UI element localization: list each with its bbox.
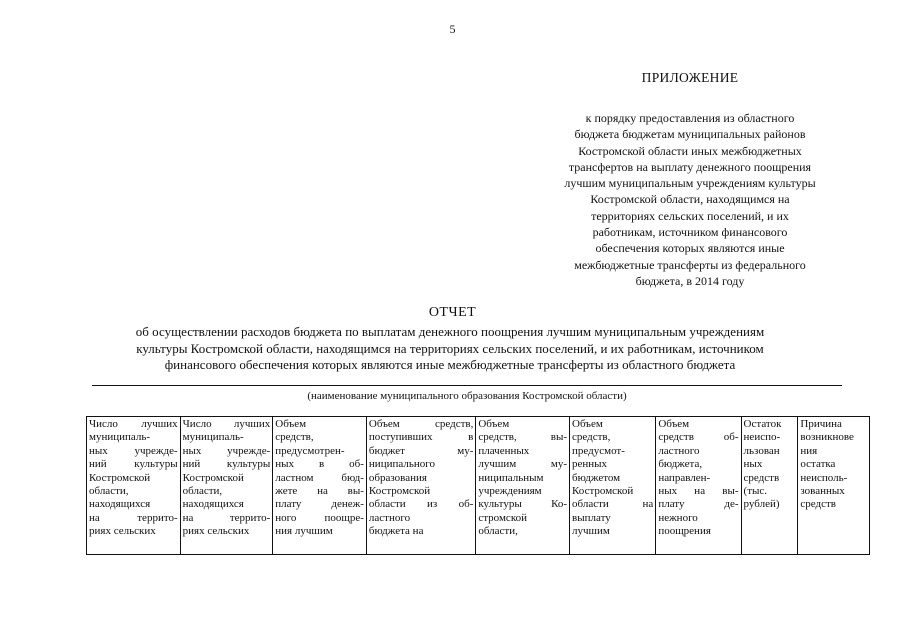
table-header-cell-line: культуры Ко- [478, 498, 568, 511]
table-header-cell-line: зованных [800, 485, 845, 498]
table-header-cell-line: плату де- [658, 498, 739, 511]
table-header-cell-line: ластном бюд- [275, 471, 364, 484]
table-header-cell-line: Объем [658, 418, 690, 430]
table-header-cell-line: ний культуры [89, 458, 178, 471]
table-header-cell [366, 417, 475, 555]
report-subtitle-line: финансового обеспечения которых являются иные межбюджетные трансферты из областного бюджета [164, 357, 736, 372]
appendix-text-line: к порядку предоставления из областного [585, 111, 795, 125]
table-header-cell-line: предусмот- [572, 444, 625, 457]
table-header-cell-line: Число лучших [182, 418, 271, 430]
table-header-cell-line: поступивших в [368, 431, 474, 444]
table-header-cell-line: муниципаль- [182, 431, 244, 444]
table-header-cell-line: области, [478, 525, 518, 538]
table-header-cell-line: бюджета на [368, 525, 424, 538]
table-header-cell-line: Объем [572, 418, 603, 430]
table-header-cell-line: предусмотрен- [275, 444, 345, 457]
table-header-cell-line: ных в об- [275, 458, 364, 471]
table-header-cell-line: лучшим [572, 525, 610, 538]
table-header-cell-line: средств, вы- [478, 431, 568, 444]
appendix-text-line: работникам, источником финансового [592, 225, 788, 240]
table-header-cell-line: находящихся [182, 498, 244, 511]
table-header-cell [741, 417, 798, 555]
table-header-cell [798, 417, 870, 555]
table-header-cell-line: Объем средств, [368, 418, 474, 430]
table-header-cell-line: неиспо- [743, 431, 781, 444]
table-header-cell-line: рублей) [743, 498, 780, 511]
table-header-cell [656, 417, 741, 555]
table-header-cell-line: поощрения [658, 525, 711, 538]
table-header-row [87, 417, 870, 555]
table-header-cell-line: плаченных [478, 444, 530, 457]
table-header-cell-line: остатка [800, 458, 836, 471]
table-header-cell-line: муниципаль- [89, 431, 151, 444]
table-header-cell-line: лучшим му- [478, 458, 568, 471]
table-header-cell [273, 417, 367, 555]
table-header-cell-line: возникнове [800, 431, 854, 444]
appendix-text-line: территориях сельских поселений, и их [591, 208, 789, 223]
appendix-text [540, 110, 840, 289]
table-header-cell [570, 417, 656, 555]
appendix-text-line: лучшим муниципальным учреждениям культуры [564, 176, 816, 191]
table-header-cell-line: нежного [658, 511, 698, 524]
table-header-cell-line: ластного [658, 444, 700, 457]
table-header-cell-line: выплату [572, 511, 611, 524]
table-header-cell-line: образования [368, 471, 427, 484]
table-header-cell-line: бюджетом [572, 471, 621, 484]
report-subtitle-line: об осуществлении расходов бюджета по выплатам денежного поощрения лучшим муниципальным учреждениям [135, 324, 765, 339]
municipality-name-line [92, 385, 842, 386]
table-header-cell-line: Объем [478, 418, 510, 430]
table-header-cell-line: плату денеж- [275, 498, 364, 511]
table-header-cell-line: области, [182, 485, 223, 498]
table-header-cell-line: ного поощре- [275, 511, 364, 524]
table-header-cell-line: Костромской [89, 471, 151, 484]
table-header-cell-line: на террито- [89, 511, 178, 524]
table-header-cell-line: стромской [478, 511, 527, 524]
appendix-text-line: Костромской области, находящимся на [590, 192, 790, 207]
appendix-title: ПРИЛОЖЕНИЕ [641, 70, 739, 85]
table-header-cell-line: ниципальным [478, 471, 544, 484]
table-header-cell-line: Остаток [743, 418, 782, 430]
table-header-cell-line: средств об- [658, 431, 739, 444]
table-header-cell-line: Костромской [182, 471, 244, 484]
table-header-cell-line: области на [572, 498, 654, 511]
table-header-cell [476, 417, 570, 555]
table-header-cell-line: учреждениям [478, 485, 542, 498]
table-header-cell-line: льзован [743, 444, 780, 457]
appendix-text-line: Костромской области иных межбюджетных [578, 143, 802, 158]
appendix-text-line: бюджета бюджетам муниципальных районов [574, 127, 806, 142]
table-header-cell [180, 417, 273, 555]
table-header-cell-line: риях сельских [182, 525, 250, 538]
table-header-cell-line: Число лучших [89, 418, 178, 430]
table-header-cell-line: области из об- [368, 498, 474, 511]
report-subtitle-line: культуры Костромской области, находящимся на территориях сельских поселений, и их работникам, источником [136, 340, 764, 356]
table-header-cell-line: ний культуры [182, 458, 271, 471]
table-header-cell-line: ластного [368, 511, 411, 524]
table-header-cell-line: неисполь- [800, 471, 848, 484]
table-header-cell-line: бюджет му- [368, 444, 474, 457]
table-header-cell-line: находящихся [89, 498, 151, 511]
table-header-cell-line: Причина [800, 418, 842, 430]
appendix-text-line: трансфертов на выплату денежного поощрения [568, 159, 812, 174]
table-header-cell-line: (тыс. [743, 485, 768, 498]
report-title: ОТЧЕТ [428, 305, 477, 320]
table-header-cell-line: ных [743, 458, 763, 471]
table-header-cell-line: средств [800, 498, 836, 511]
table-header-cell-line: Костромской [368, 485, 431, 498]
page-number: 5 [449, 22, 456, 36]
municipality-name-caption: (наименование муниципального образования Костромской области) [307, 390, 627, 402]
report-table [86, 416, 870, 555]
table-header-cell-line: средств, [572, 431, 611, 444]
table-header-cell-line: ния [800, 444, 818, 457]
table-header-cell-line: области, [89, 485, 129, 498]
table-header-cell-line: средств [743, 471, 780, 484]
table-header-cell-line: риях сельских [89, 525, 156, 538]
table-header-cell-line: Объем [275, 418, 307, 430]
table-header-cell-line: ния лучшим [275, 525, 333, 538]
table-header-cell-line: Костромской [572, 485, 634, 498]
table-header-cell-line: жете на вы- [275, 485, 364, 498]
table-header-cell [87, 417, 181, 555]
table-header-cell-line: бюджета, [658, 458, 703, 471]
table-header-cell-line: ных учрежде- [89, 444, 178, 457]
table-header-cell-line: ренных [572, 458, 608, 471]
table-header-cell-line: направлен- [658, 471, 711, 484]
table-header-cell-line: средств, [275, 431, 314, 444]
table-header-cell-line: ных на вы- [658, 485, 739, 498]
report-subtitle [60, 324, 840, 374]
table-header-cell-line: на террито- [182, 511, 271, 524]
appendix-text-line: межбюджетные трансферты из федерального [574, 257, 806, 272]
table-header-cell-line: ных учрежде- [182, 444, 271, 457]
appendix-text-line: бюджета, в 2014 году [635, 273, 745, 288]
appendix-text-line: обеспечения которых являются иные [595, 241, 785, 256]
table-header-cell-line: ниципального [368, 458, 435, 471]
